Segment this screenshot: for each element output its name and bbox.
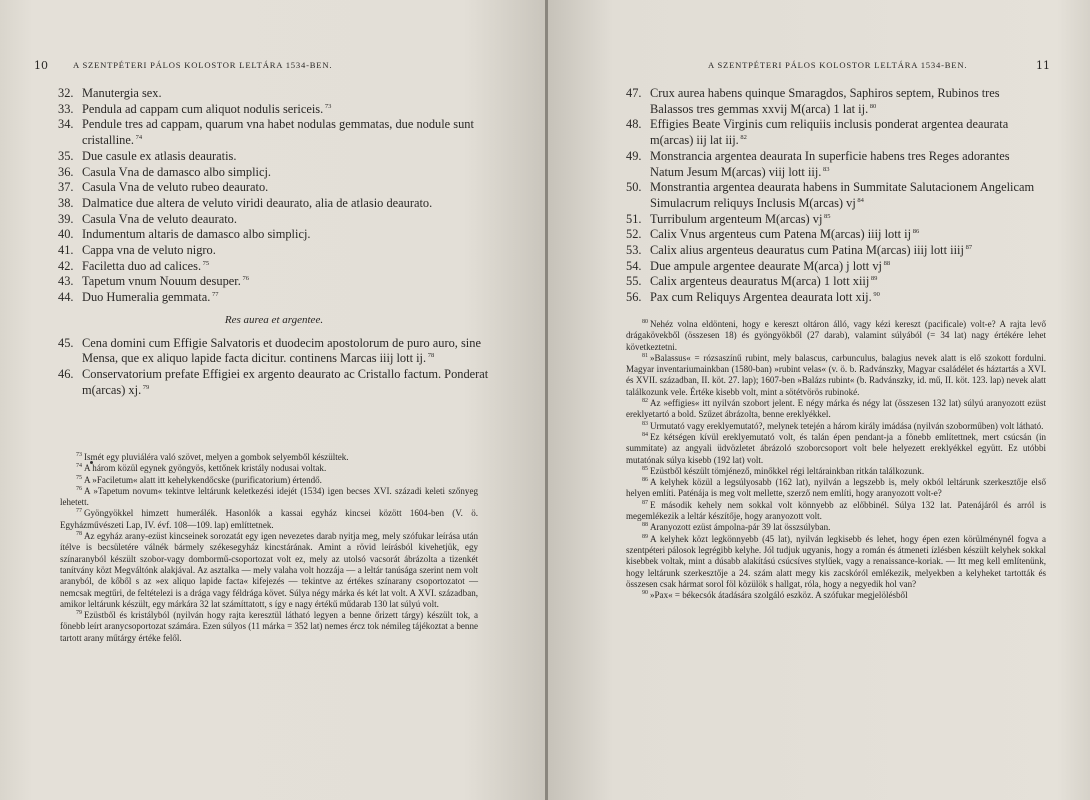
footnote-ref: 73 [323,102,332,110]
entry-text: Cena domini cum Effigie Salvatoris et duodecim apostolorum de puro auro, sine Mensa, que ex aliquo lapide facta dicitur. continens Marcas iiij lott ij. [82,335,481,366]
footnote-text: »Pax« = békecsók átadására szolgáló eszköz. A szófukar megjelölésből [650,590,908,601]
footnote-number: 85 [642,465,648,472]
entry-number: 49. [626,148,642,163]
footnote-text: Az egyház arany-ezüst kincseinek sorozatát egy igen nevezetes darab nyitja meg, mely szófukar leírása után ítélve is becsületére válnék bármely székesegyház kincstárának. Amint a rövid leírásból kivehetjük, egy színaranyból készült szobor-vagy dombormű-csoportozat volt ez, mely az utolsó vacsorát ábrázolta a tizenkét tanítvány közt Megváltónk alakjával. Az asztalka — mely valaha volt hozzája — a leltár tanúsága szerint nem volt aranyból, de kőből s az »ex aliquo lapide facta« kifejezés — tekintve az értékes színarany csoportozatot — nemcsak megtűri, de feltételezi is a drága vagy féldrága követ. Súlya négy márka és két lat volt. A XVI. században, amikor leltárunk készült, egy márkára 32 lat számíttatott, s így e nagy értékű műdarab 130 lat súlyú volt. [60,531,478,609]
entry-text: Due casule ex atlasis deauratis. [82,148,237,163]
footnote-ref: 90 [871,291,880,299]
entry-text: Crux aurea habens quinque Smaragdos, Saphiros septem, Rubinos tres Balassos tres gemmas xxvij M(arca) 1 lat ij. [650,86,1000,116]
footnote-ref: 85 [822,212,831,220]
inventory-entry [626,149,1046,180]
footnote-number: 90 [642,590,648,597]
entry-number: 36. [58,164,74,179]
footnote [626,522,1046,533]
footnote [60,452,478,463]
footnote-ref: 89 [869,275,878,283]
footnote-text: A kelyhek közül a legsúlyosabb (162 lat), nyilván a legszebb is, mely okból leltárunk szerkesztője első helyen említi. Paténája is meg volt mellette, szerző nem említi, hogy aranyozott volt-e? [626,477,1046,499]
inventory-entry [626,117,1046,148]
entry-number: 32. [58,86,74,100]
entry-number: 38. [58,195,74,210]
entry-number: 52. [626,227,642,242]
footnote-number: 86 [642,477,648,484]
entry-text: Monstrancia argentea deaurata In superficie habens tres Reges adorantes Natum Jesum M(arcas) viij lott iij. [650,148,1010,179]
footnote [626,534,1046,590]
inventory-entry [58,367,490,398]
entry-text: Pax cum Reliquys Argentea deaurata lott xij. [650,290,872,305]
inventory-entry [58,290,490,306]
footnote-text: Gyöngyökkel himzett humerálék. Hasonlók a kassai egyház kincsei között 1604-ben (V. ö. Egyházművészeti Lap, IV. évf. 108—109. lap) említtetnek. [60,508,478,530]
footnote-number: 74 [76,463,82,470]
inventory-entry [58,212,490,228]
inventory-entry [626,259,1046,275]
entry-text: Indumentum altaris de damasco albo simplicj. [82,227,311,242]
footnote-text: Urmutató vagy ereklyemutató?, melynek tetején a három király imádása (nyilván szoborműben) volt látható. [650,420,1044,431]
footnote-text: A »Faciletum« alatt itt kehelykendőcske (purificatorium) értendő. [84,474,322,485]
footnote-number: 88 [642,522,648,529]
footnote-ref: 74 [133,133,143,141]
footnote-text: Ezüstből és kristályból (nyilván hogy rajta keresztül látható legyen a benne őrizett tárgy) készült tok, a fönebb leírt aranycsoportozat számára. Ezen súlyos (11 márka = 352 lat) nemes ércz tok némileg tájékoztat a benne tartott arany műtárgy értéke felől. [60,610,478,643]
entry-number: 41. [58,243,74,258]
inventory-list [626,86,1046,306]
footnote-ref: 77 [210,291,219,299]
entry-text: Turribulum argenteum M(arcas) vj [650,211,823,226]
inventory-entry [626,180,1046,211]
entry-number: 45. [58,335,74,350]
footnote-ref: 80 [868,102,877,110]
inventory-entry [58,227,490,243]
entry-text: Conservatorium prefate Effigiei ex argento deaurato ac Cristallo factum. Ponderat m(arcas) xj. [82,366,489,397]
footnote-text: Nehéz volna eldönteni, hogy e kereszt oltáron álló, vagy kézi kereszt (pacificale) volt-e? A rajta levő drágakövekből (összesen 18) és gyöngyökből (27 darab), valamint súlyából (= 34 lat) nagy értékére lehet következtetni. [626,319,1046,352]
footnote-text: A »Tapetum novum« tekintve leltárunk keletkezési idejét (1534) igen becses XVI. századi keleti szőnyeg lehetett. [60,485,478,508]
footnote-text: »Balassus« = rózsaszínű rubint, mely balascus, carbunculus, balagius nevek alatt is elő szokott fordulni. Magyar inventariumainkban (1580-ban) »rubint velas« (v. ö. b. Radvánszky, Magyar családélet és háztartás a XVI. és XVII. században, II. köt. 27. lap); 1607-ben »Balázs rubint« (b. Radvánszky, id. mű, II. köt. 123. lap) nevek alatt találkozunk vele. Értéke kisebb volt, mint a sötétvörös rubinoké. [626,352,1046,397]
footnote [626,353,1046,398]
entry-number: 56. [626,290,642,305]
footnote-text: A kelyhek közt legkönnyebb (45 lat), nyilván legkisebb és lehet, hogy épen ezen körülménynél fogva a szentpéteri pálosok legrégibb kelyhe. Jól tudjuk ugyanis, hogy a román és átmeneti ízlésben készült kelyhek sokkal kisebbek voltak, mint a dúsabb alakítású csúcsíves stylűek, vagy a renaissance-koriak. — Itt meg kell említenünk, hogy leltárunk szerkesztője a 24. szám alatt megy kis zacskóról emlékezik, melyekben a kelyheket tartották és összesen csak hármat sorol föl közülök s hallgat, róla, hogy a negyedik hol van? [626,533,1046,589]
entry-text: Casula Vna de veluto deaurato. [82,211,237,226]
entry-number: 53. [626,243,642,258]
entry-number: 51. [626,211,642,226]
footnote [626,590,1046,601]
entry-text: Casula Vna de damasco albo simplicj. [82,164,272,179]
footnote [626,398,1046,421]
running-head: A SZENTPÉTERI PÁLOS KOLOSTOR LELTÁRA 1534-BEN. [708,60,968,70]
inventory-entry [58,102,490,118]
footnote-text: Ismét egy pluviáléra való szövet, melyen a gombok selyemből készültek. [84,452,349,462]
footnote-text: Ez kétségen kívül ereklyemutató volt, és talán épen pendant-ja a fönebb említettnek, mert csúcsán (in summitate) az angyali üdvözletet ábrázoló szoborcsoport volt bele helyezett ereklyékkel együtt. Ez utóbbi mutatónak súlya kisebb (192 lat) volt. [626,431,1046,465]
entry-text: Pendule tres ad cappam, quarum vna habet nodulas gemmatas, due nodule sunt cristalline. [82,117,474,148]
footnote-ref: 76 [240,275,249,283]
footnote-text: Ezüstből készült tömjénező, minőkkel régi leltárainkban ritkán találkozunk. [650,465,925,476]
footnote-ref: 87 [963,243,973,251]
inventory-entry [626,212,1046,228]
page-number: 10 [34,59,48,72]
footnote-number: 83 [642,420,648,427]
entry-text: Pendula ad cappam cum aliquot nodulis sericeis. [82,101,324,116]
footnote [60,610,478,644]
inventory-entry [58,243,490,259]
entry-number: 46. [58,366,74,381]
page-number: 11 [1036,59,1050,72]
inventory-entry [58,259,490,275]
footnote [626,477,1046,500]
entry-number: 42. [58,258,74,273]
inventory-entry [58,274,490,290]
footnote-ref: 82 [738,133,747,141]
footnote-number: 76 [76,485,82,492]
entry-number: 47. [626,86,642,100]
entry-number: 50. [626,180,642,195]
footnote-ref: 86 [911,228,920,236]
footnote-number: 80 [642,318,648,325]
entry-text: Manutergia sex. [82,86,162,100]
entry-text: Duo Humeralia gemmata. [82,290,211,305]
entry-text: Calix argenteus deauratus M(arca) 1 lott xiij [650,274,870,289]
footnote [60,463,478,474]
footnote-number: 78 [76,531,82,538]
entry-text: Faciletta duo ad calices. [82,258,202,273]
footnote-text: E második kehely nem sokkal volt könnyebb az előbbinél. Súlya 132 lat. Patenájáról és arról is megemlékezik a leltár készítője, hogy aranyozott volt. [626,499,1046,522]
inventory-entry [58,86,490,102]
entry-text: Due ampule argentee deaurate M(arca) j lott vj [650,258,882,273]
entry-number: 37. [58,180,74,195]
inventory-entry [58,149,490,165]
footnote-number: 89 [642,533,648,540]
footnote-number: 84 [642,431,648,438]
footnote [60,486,478,509]
inventory-entry [58,165,490,181]
entry-text: Monstrantia argentea deaurata habens in Summitate Salutacionem Angelicam Simulacrum reliquys Inclusis M(arcas) vj [650,180,1035,210]
footnote-ref: 79 [141,383,150,391]
entry-number: 34. [58,117,74,132]
footnote-text: Az »effigies« itt nyilván szobort jelent. E négy márka és négy lat (összesen 132 lat) súlyú aranyozott ezüst ereklyetartó a bold. Szűzet ábrázolta, benne ereklyékkel. [626,398,1046,420]
entry-number: 35. [58,148,74,163]
entry-number: 55. [626,274,642,289]
inventory-entry [626,86,1046,117]
footnotes [60,452,478,644]
entry-number: 54. [626,258,642,273]
entry-text: Casula Vna de veluto rubeo deaurato. [82,180,269,195]
inventory-list [58,86,490,398]
inventory-entry [58,196,490,212]
entry-number: 48. [626,117,642,132]
footnote [60,531,478,610]
inventory-entry [626,243,1046,259]
footnote-ref: 88 [882,259,891,267]
footnote [626,500,1046,523]
entry-text: Cappa vna de veluto nigro. [82,243,216,258]
entry-number: 40. [58,227,74,242]
inventory-entry [626,290,1046,306]
footnote [60,475,478,486]
inventory-entry [626,227,1046,243]
footnote-ref: 78 [426,352,435,360]
footnotes [626,319,1046,601]
inventory-entry [58,117,490,148]
inventory-entry [626,274,1046,290]
footnote-number: 73 [76,451,82,458]
inventory-entry [58,180,490,196]
footnote-ref: 83 [821,165,830,173]
entry-number: 33. [58,101,74,116]
footnote-number: 77 [76,508,82,515]
entry-text: Calix Vnus argenteus cum Patena M(arcas) iiij lott ij [650,227,912,242]
footnote-number: 87 [642,499,648,506]
right-page [548,0,1090,800]
footnote-text: A három közül egynek gyöngyös, kettőnek kristály nodusai voltak. [84,463,327,474]
entry-number: 43. [58,274,74,289]
footnote [60,508,478,531]
footnote-number: 79 [76,610,82,617]
footnote [626,432,1046,466]
footnote [626,319,1046,353]
footnote [626,466,1046,477]
entry-text: Effigies Beate Virginis cum reliquiis inclusis ponderat argentea deaurata m(arcas) iij lat iij. [650,117,1009,148]
running-head: A SZENTPÉTERI PÁLOS KOLOSTOR LELTÁRA 1534-BEN. [73,60,333,70]
footnote-number: 81 [642,352,648,359]
entry-number: 44. [58,290,74,305]
footnote-text: Aranyozott ezüst ámpolna-pár 39 lat összsúlyban. [650,522,831,533]
entry-text: Tapetum vnum Nouum desuper. [82,274,241,289]
entry-text: Dalmatice due altera de veluto viridi deaurato, alia de atlasio deaurato. [82,195,433,210]
footnote-number: 75 [76,474,82,481]
footnote-ref: 84 [855,196,864,204]
footnote-ref: 75 [201,259,210,267]
footnote [626,421,1046,432]
section-title: Res aurea et argentee. [224,313,324,326]
footnote-number: 82 [642,398,648,405]
entry-text: Calix alius argenteus deauratus cum Patina M(arcas) iiij lott iiij [650,243,964,258]
entry-number: 39. [58,211,74,226]
inventory-entry [58,336,490,367]
